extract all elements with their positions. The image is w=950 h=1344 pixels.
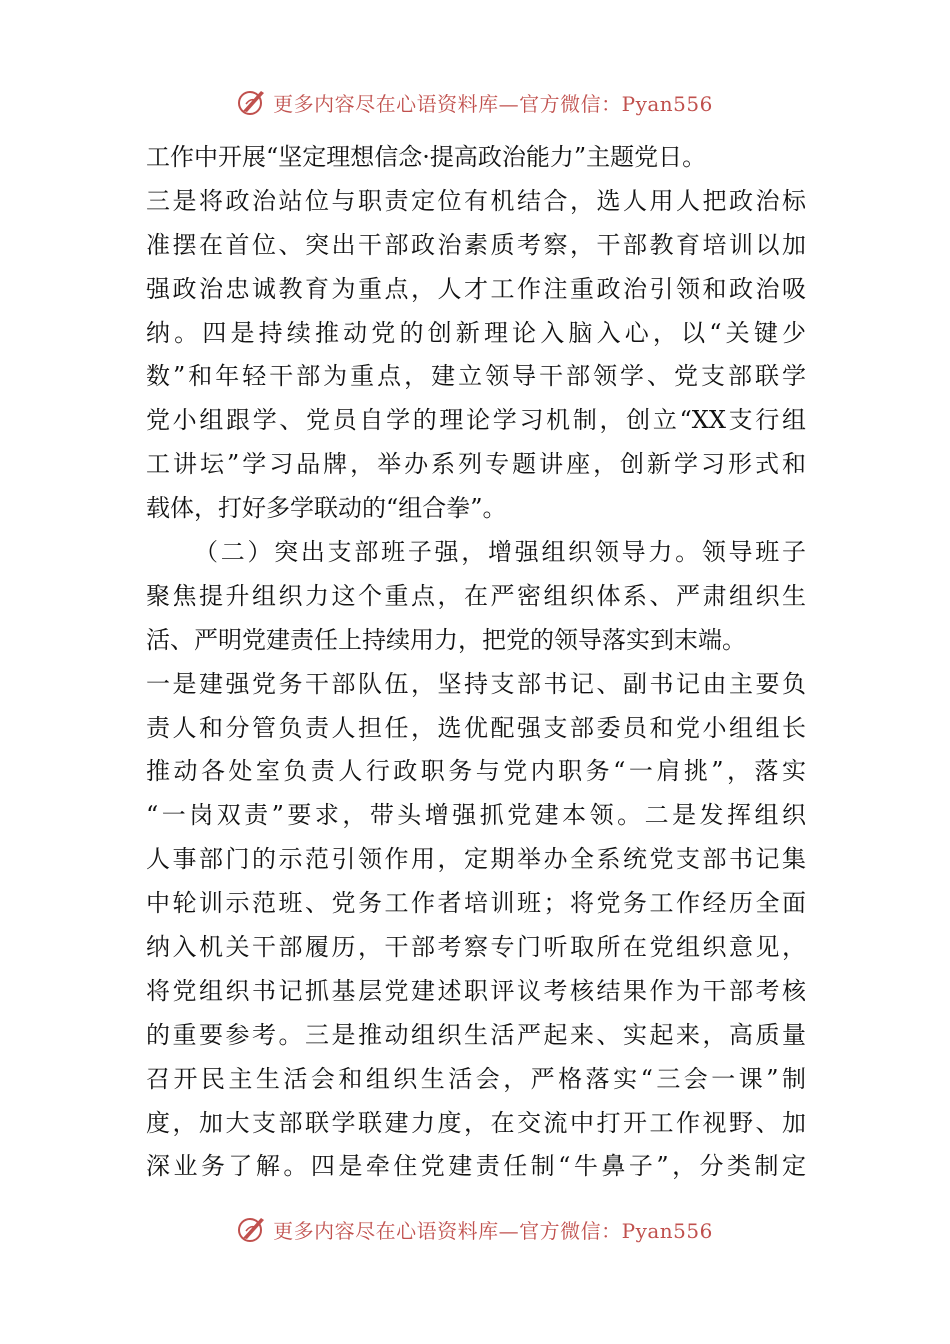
text-line [146, 970, 806, 1014]
text-line [146, 838, 806, 882]
text-line [146, 707, 806, 751]
text-line [146, 1058, 806, 1102]
text-line [146, 531, 806, 575]
text-line-content: 一是建强党务干部队伍，坚持支部书记、副书记由主要负 [146, 669, 806, 698]
text-line [146, 355, 806, 399]
text-line-content: 深业务了解。四是牵住党建责任制“牛鼻子”，分类制定 [146, 1152, 806, 1181]
watermark-text: 更多内容尽在心语资料库—官方微信：Pyan556 [273, 1218, 713, 1243]
text-line-content: （二）突出支部班子强，增强组织领导力。领导班子 [194, 538, 806, 567]
text-line-content: 召开民主生活会和组织生活会，严格落实“三会一课”制 [146, 1064, 806, 1093]
watermark-text: 更多内容尽在心语资料库—官方微信：Pyan556 [273, 91, 713, 116]
text-line-content: 党小组跟学、党员自学的理论学习机制，创立“XX支行组 [146, 406, 806, 435]
text-line-content: 载体，打好多学联动的“组合拳”。 [146, 494, 507, 523]
text-line [146, 399, 806, 443]
text-line [146, 1102, 806, 1146]
text-line [146, 268, 806, 312]
text-line-content: 推动各处室负责人行政职务与党内职务“一肩挑”，落实 [146, 757, 806, 786]
text-line-content: 活、严明党建责任上持续用力，把党的领导落实到末端。 [146, 625, 746, 654]
text-line-content: 人事部门的示范引领作用，定期举办全系统党支部书记集 [146, 845, 806, 874]
text-line [146, 224, 806, 268]
text-line [146, 443, 806, 487]
text-line-content: 纳入机关干部履历，干部考察专门听取所在党组织意见， [146, 933, 806, 962]
text-line-content: 准摆在首位、突出干部政治素质考察，干部教育培训以加 [146, 230, 806, 259]
text-line-content: 责人和分管负责人担任，选优配强支部委员和党小组组长 [146, 713, 806, 742]
text-line [146, 882, 806, 926]
text-line-content: 中轮训示范班、党务工作者培训班；将党务工作经历全面 [146, 889, 806, 918]
text-line [146, 1145, 806, 1189]
text-line [146, 575, 806, 619]
text-line-content: 度，加大支部联学联建力度，在交流中打开工作视野、加 [146, 1108, 806, 1137]
text-line-content: 聚焦提升组织力这个重点，在严密组织体系、严肃组织生 [146, 581, 806, 610]
text-line [146, 619, 806, 663]
watermark-header [0, 84, 950, 120]
text-line [146, 794, 806, 838]
quill-logo-icon [237, 87, 267, 117]
text-line-content: 工作中开展“坚定理想信念·提高政治能力”主题党日。 [146, 143, 707, 171]
text-line-content: “一岗双责”要求，带头增强抓党建本领。二是发挥组织 [146, 801, 806, 830]
text-line [146, 1014, 806, 1058]
text-line-content: 工讲坛”学习品牌，举办系列专题讲座，创新学习形式和 [146, 450, 806, 479]
text-line [146, 926, 806, 970]
document-body [146, 136, 806, 1189]
text-line [146, 487, 806, 531]
text-line [146, 312, 806, 356]
text-line [146, 750, 806, 794]
text-line-content: 的重要参考。三是推动组织生活严起来、实起来，高质量 [146, 1020, 806, 1049]
text-line [146, 136, 806, 180]
watermark-footer [0, 1211, 950, 1247]
text-line-content: 将党组织书记抓基层党建述职评议考核结果作为干部考核 [146, 976, 806, 1005]
text-line-content: 三是将政治站位与职责定位有机结合，选人用人把政治标 [146, 186, 806, 215]
text-line-content: 纳。四是持续推动党的创新理论入脑入心，以“关键少 [146, 318, 806, 347]
text-line-content: 数”和年轻干部为重点，建立领导干部领学、党支部联学 [146, 362, 806, 391]
text-line [146, 663, 806, 707]
text-line [146, 180, 806, 224]
quill-logo-icon [237, 1214, 267, 1244]
text-line-content: 强政治忠诚教育为重点，人才工作注重政治引领和政治吸 [146, 274, 806, 303]
